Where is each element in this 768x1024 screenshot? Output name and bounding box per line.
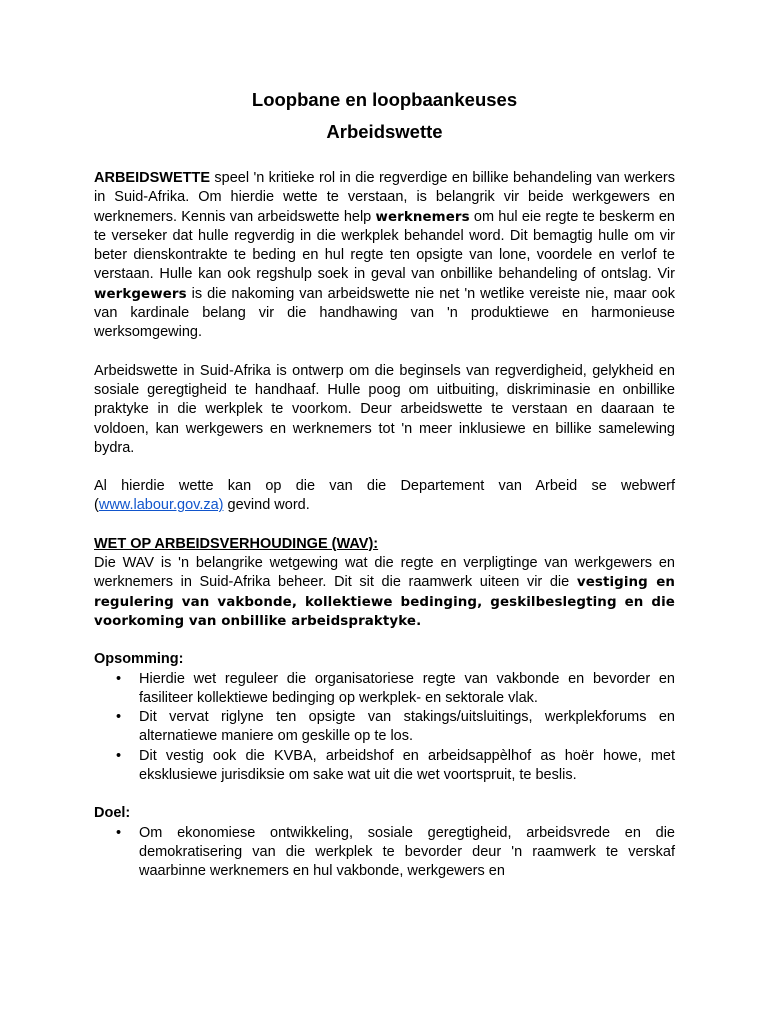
list-item-text: Hierdie wet reguleer die organisatoriese regte van vakbonde en bevorder en fasiliteer kollektiewe bedinging op werkplek- en sektorale vlak. bbox=[139, 670, 675, 706]
wav-text: Die WAV is 'n belangrike wetgewing wat die regte en verpligtinge van werkgewers en werknemers in Suid-Afrika beheer. Dit sit die raamwerk uiteen vir die bbox=[94, 555, 675, 591]
wav-heading: WET OP ARBEIDSVERHOUDINGE (WAV): bbox=[94, 535, 379, 552]
bullet-icon: • bbox=[116, 747, 122, 764]
list-item bbox=[94, 708, 675, 747]
website-text-2: gevind word. bbox=[223, 497, 310, 514]
summary-label: Opsomming: bbox=[94, 651, 184, 668]
intro-bold-term: ARBEIDSWETTE bbox=[94, 170, 210, 186]
intro-text-1: speel 'n kritieke rol in die regverdige en billike behandeling van werkers in Suid-Afrika. Om hierdie wette te verstaan, is belangrik vir beide werkgewers en werknemers. Kennis van arbeidswette help bbox=[94, 170, 675, 225]
list-item bbox=[94, 747, 675, 786]
principles-paragraph: Arbeidswette in Suid-Afrika is ontwerp om die beginsels van regverdigheid, gelykheid en sosiale geregtigheid te handhaaf. Hulle poog om uitbuiting, diskriminasie en onbillike praktyke in die werkplek te voorkom. Deur arbeidswette te verstaan en daaraan te voldoen, kan werkgewers en werknemers tot 'n meer inklusiewe en billike samelewing bydra. bbox=[94, 362, 675, 456]
wav-bold-text: vestiging en regulering van vakbonde, kollektiewe bedinging, geskilbeslegting en die voorkoming van onbillike arbeidspraktyke. bbox=[94, 575, 676, 629]
list-item-text: Dit vervat riglyne ten opsigte van stakings/uitsluitings, werkplekforums en alternatiewe maniere om geskille op te los. bbox=[139, 709, 675, 745]
list-item bbox=[94, 670, 675, 709]
summary-list bbox=[94, 670, 675, 786]
bullet-icon: • bbox=[116, 824, 122, 841]
bullet-icon: • bbox=[116, 670, 122, 687]
list-item-text: Dit vestig ook die KVBA, arbeidshof en arbeidsappèlhof as hoër howe, met eksklusiewe jurisdiksie om sake wat uit die wet voortspruit, te beslis. bbox=[139, 747, 675, 784]
wav-paragraph bbox=[94, 554, 675, 631]
labour-website-link[interactable]: www.labour.gov.za) bbox=[98, 497, 224, 514]
intro-bold-werkgewers: werkgewers bbox=[94, 286, 187, 302]
bullet-icon: • bbox=[116, 709, 122, 726]
intro-paragraph bbox=[94, 169, 675, 343]
list-item-text: Om ekonomiese ontwikkeling, sosiale geregtigheid, arbeidsvrede en die demokratisering van die werkplek te bevorder deur 'n raamwerk te verskaf waarbinne werknemers en hul vakbonde, werkgewers en bbox=[139, 824, 675, 880]
goal-list bbox=[94, 824, 675, 882]
document-title: Loopbane en loopbaankeuses bbox=[251, 89, 518, 110]
intro-bold-werknemers: werknemers bbox=[375, 209, 470, 225]
goal-label: Doel: bbox=[94, 805, 131, 822]
document-page bbox=[94, 86, 675, 882]
website-paragraph bbox=[94, 477, 675, 516]
list-item bbox=[94, 824, 675, 882]
website-text-1: Al hierdie wette kan op die van die Departement van Arbeid se webwerf ( bbox=[94, 478, 675, 514]
intro-text-3: is die nakoming van arbeidswette nie net 'n wetlike vereiste nie, maar ook van kardinale belang vir die handhawing van 'n produktiewe en harmonieuse werksomgewing. bbox=[94, 285, 675, 341]
document-subtitle: Arbeidswette bbox=[326, 121, 443, 142]
intro-text-2: om hul eie regte te beskerm en te verseker dat hulle regverdig in die werkplek behandel word. Dit bemagtig hulle om vir beter dienskontrakte te beding en hul regte ten opsigte van lone, voordele en verlof te verstaan. Hulle kan ook regshulp soek in geval van onbillike behandeling of ontslag. Vir bbox=[94, 208, 675, 283]
